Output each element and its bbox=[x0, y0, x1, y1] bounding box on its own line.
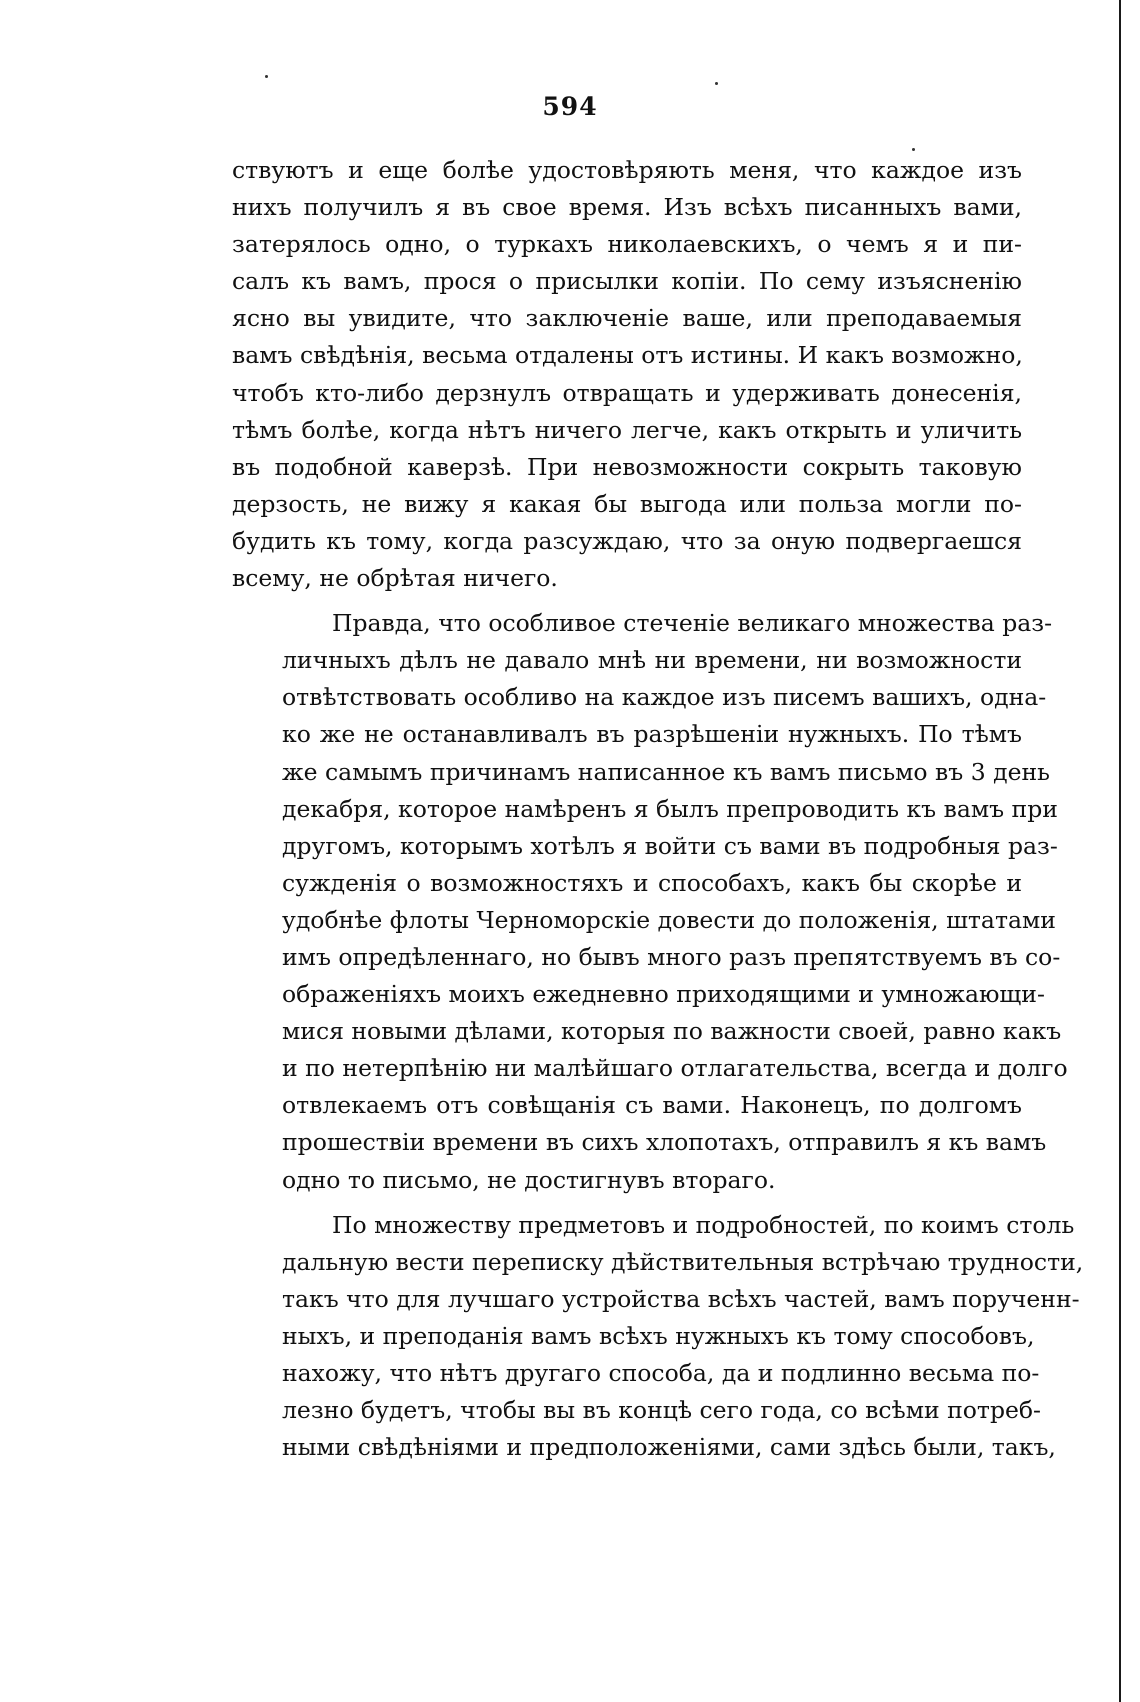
paragraph bbox=[232, 605, 1068, 1199]
text-line: затерялось одно, о туркахъ николаевскихъ, о чемъ я и пи- bbox=[232, 230, 1022, 259]
text-line: декабря, которое намѣренъ я былъ препроводить къ вамъ при bbox=[282, 794, 1058, 823]
text-line: нахожу, что нѣтъ другаго способа, да и подлинно весьма по- bbox=[282, 1359, 1040, 1387]
text-line: нихъ получилъ я въ свое время. Изъ всѣхъ писанныхъ вами, bbox=[232, 193, 1022, 222]
text-line: и по нетерпѣнію ни малѣйшаго отлагательства, всегда и долго bbox=[282, 1054, 1068, 1083]
text-line: всему, не обрѣтая ничего. bbox=[232, 564, 558, 593]
text-line: вамъ свѣдѣнія, весьма отдалены отъ истины. И какъ возможно, bbox=[232, 341, 1023, 370]
text-line: удобнѣе флоты Черноморскіе довести до положенія, штатами bbox=[282, 905, 1056, 934]
text-line: По множеству предметовъ и подробностей, по коимъ столь bbox=[332, 1210, 1075, 1239]
scan-speck bbox=[715, 82, 718, 85]
paragraph bbox=[232, 1207, 1084, 1467]
text-line: салъ къ вамъ, прося о присылки копіи. По сему изъясненію bbox=[232, 267, 1022, 296]
text-line: отвлекаемъ отъ совѣщанія съ вами. Наконецъ, по долгомъ bbox=[282, 1091, 1022, 1120]
text-line: въ подобной каверзѣ. При невозможности сокрыть таковую bbox=[232, 452, 1022, 481]
text-line: ныхъ, и преподанія вамъ всѣхъ нужныхъ къ тому способовъ, bbox=[282, 1321, 1035, 1350]
page-edge-rule bbox=[1119, 0, 1121, 1702]
text-line: другомъ, которымъ хотѣлъ я войти съ вами въ подробныя раз- bbox=[282, 831, 1058, 860]
text-line: дерзость, не вижу я какая бы выгода или польза могли по- bbox=[232, 489, 1022, 518]
text-line: отвѣтствовать особливо на каждое изъ писемъ вашихъ, одна- bbox=[282, 683, 1047, 712]
text-line: ными свѣдѣніями и предположеніями, сами здѣсь были, такъ, bbox=[282, 1433, 1056, 1462]
paragraph bbox=[232, 152, 1022, 597]
text-line: ствуютъ и еще болѣе удостовѣряють меня, что каждое изъ bbox=[232, 156, 1022, 184]
text-line: ображеніяхъ моихъ ежедневно приходящими и умножающи- bbox=[282, 980, 1045, 1009]
text-line: ясно вы увидите, что заключеніе ваше, или преподаваемыя bbox=[232, 304, 1022, 333]
text-line: тѣмъ болѣе, когда нѣтъ ничего легче, какъ открыть и уличить bbox=[232, 415, 1022, 444]
text-line: прошествіи времени въ сихъ хлопотахъ, отправилъ я къ вамъ bbox=[282, 1128, 1047, 1157]
text-line: чтобъ кто-либо дерзнулъ отвращать и удерживать донесенія, bbox=[232, 378, 1022, 407]
text-line: такъ что для лучшаго устройства всѣхъ частей, вамъ порученн- bbox=[282, 1284, 1080, 1313]
scan-speck bbox=[912, 148, 915, 151]
text-line: лезно будетъ, чтобы вы въ концѣ сего года, со всѣми потреб- bbox=[282, 1396, 1041, 1425]
scan-speck bbox=[265, 75, 268, 78]
text-line: личныхъ дѣлъ не давало мнѣ ни времени, ни возможности bbox=[282, 646, 1022, 675]
text-line: Правда, что особливое стеченіе великаго множества раз- bbox=[332, 609, 1053, 638]
text-line: мися новыми дѣлами, которыя по важности своей, равно какъ bbox=[282, 1017, 1062, 1046]
text-line: сужденія о возможностяхъ и способахъ, какъ бы скорѣе и bbox=[282, 868, 1022, 897]
body-text bbox=[232, 152, 1084, 1474]
text-line: же самымъ причинамъ написанное къ вамъ письмо въ 3 день bbox=[282, 757, 1050, 786]
text-line: дальную вести переписку дѣйствительныя встрѣчаю трудности, bbox=[282, 1247, 1084, 1276]
text-line: одно то письмо, не достигнувъ втораго. bbox=[282, 1165, 776, 1194]
text-line: будить къ тому, когда разсуждаю, что за оную подвергаешся bbox=[232, 526, 1022, 555]
text-line: имъ опредѣленнаго, но бывъ много разъ препятствуемъ въ со- bbox=[282, 942, 1061, 971]
page-number: 594 bbox=[542, 92, 598, 121]
text-line: ко же не останавливалъ въ разрѣшеніи нужныхъ. По тѣмъ bbox=[282, 720, 1022, 749]
